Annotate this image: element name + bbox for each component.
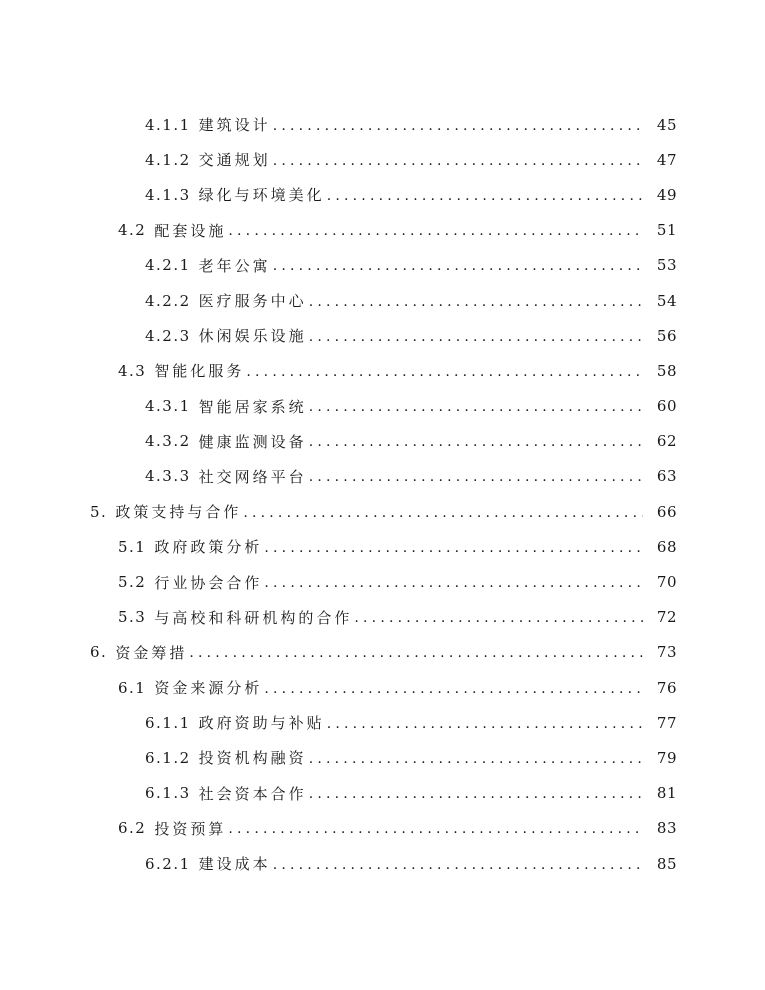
toc-entry[interactable] <box>0 846 765 881</box>
toc-entry-page: 66 <box>656 502 677 521</box>
toc-entry-number: 5. <box>90 502 108 521</box>
toc-entry-title: 投资机构融资 <box>198 749 307 768</box>
toc-entry-number: 6.2 <box>118 819 147 838</box>
toc-entry[interactable] <box>0 529 765 564</box>
toc-dot-leader <box>309 294 643 310</box>
toc-entry[interactable] <box>0 740 765 775</box>
toc-entry-title: 社交网络平台 <box>198 467 307 486</box>
toc-entry-title: 智能居家系统 <box>198 397 307 416</box>
toc-entry-number: 4.3 <box>118 361 147 380</box>
toc-entry[interactable] <box>0 142 765 177</box>
toc-entry[interactable] <box>0 670 765 705</box>
toc-entry-number: 4.2.3 <box>145 326 191 345</box>
toc-entry[interactable] <box>0 107 765 142</box>
toc-entry-page: 53 <box>656 256 677 275</box>
toc-entry-number: 5.2 <box>118 573 147 592</box>
toc-entry-title: 医疗服务中心 <box>198 292 307 311</box>
toc-dot-leader <box>246 364 643 380</box>
toc-entry-page: 54 <box>656 291 677 310</box>
toc-entry-title: 智能化服务 <box>154 362 245 381</box>
toc-entry-number: 4.3.3 <box>145 467 191 486</box>
toc-entry-number: 6.1.2 <box>145 748 191 767</box>
toc-dot-leader <box>309 786 643 802</box>
toc-entry-page: 76 <box>656 678 677 697</box>
toc-dot-leader <box>228 223 643 239</box>
toc-entry-title: 交通规划 <box>198 151 271 170</box>
toc-dot-leader <box>327 188 643 204</box>
toc-entry-number: 4.1.1 <box>145 115 191 134</box>
toc-entry-title: 政府资助与补贴 <box>198 714 325 733</box>
toc-entry-number: 6. <box>90 643 108 662</box>
toc-entry[interactable] <box>0 600 765 635</box>
toc-entry-title: 建筑设计 <box>198 116 271 135</box>
toc-entry-number: 6.1.3 <box>145 784 191 803</box>
toc-dot-leader <box>264 575 643 591</box>
toc-entry-page: 49 <box>656 185 677 204</box>
toc-entry[interactable] <box>0 424 765 459</box>
toc-entry-page: 85 <box>656 854 677 873</box>
toc-entry-number: 5.3 <box>118 608 147 627</box>
toc-dot-leader <box>309 434 643 450</box>
toc-entry[interactable] <box>0 213 765 248</box>
toc-entry-title: 建设成本 <box>198 855 271 874</box>
toc-entry-number: 4.2.1 <box>145 256 191 275</box>
toc-entry-number: 6.1.1 <box>145 713 191 732</box>
toc-dot-leader <box>309 751 643 767</box>
toc-entry-page: 47 <box>656 150 677 169</box>
toc-entry[interactable] <box>0 635 765 670</box>
toc-entry-number: 4.1.2 <box>145 150 191 169</box>
toc-entry-page: 73 <box>656 643 677 662</box>
toc-dot-leader <box>273 857 643 873</box>
toc-entry[interactable] <box>0 494 765 529</box>
toc-entry-title: 资金筹措 <box>115 643 188 662</box>
toc-entry-page: 83 <box>656 819 677 838</box>
toc-entry-page: 68 <box>656 537 677 556</box>
toc-entry-number: 4.2.2 <box>145 291 191 310</box>
toc-dot-leader <box>243 505 643 521</box>
toc-entry-title: 行业协会合作 <box>154 573 263 592</box>
toc-entry-page: 58 <box>656 361 677 380</box>
toc-entry-page: 51 <box>656 221 677 240</box>
toc-entry-title: 绿化与环境美化 <box>198 186 325 205</box>
toc-entry-number: 6.1 <box>118 678 147 697</box>
toc-entry-number: 4.3.1 <box>145 397 191 416</box>
toc-entry[interactable] <box>0 564 765 599</box>
toc-entry-number: 4.3.2 <box>145 432 191 451</box>
toc-entry-number: 5.1 <box>118 537 147 556</box>
toc-entry-page: 70 <box>656 573 677 592</box>
toc-entry-page: 77 <box>656 713 677 732</box>
toc-entry[interactable] <box>0 318 765 353</box>
toc-dot-leader <box>189 645 643 661</box>
toc-entry-number: 6.2.1 <box>145 854 191 873</box>
toc-dot-leader <box>273 258 643 274</box>
toc-dot-leader <box>309 329 643 345</box>
toc-entry-title: 与高校和科研机构的合作 <box>154 608 353 627</box>
toc-entry-page: 81 <box>656 784 677 803</box>
toc-entry-number: 4.1.3 <box>145 185 191 204</box>
toc-entry-title: 配套设施 <box>154 221 227 240</box>
table-of-contents <box>0 107 765 881</box>
toc-entry-page: 56 <box>656 326 677 345</box>
toc-entry-page: 72 <box>656 608 677 627</box>
toc-entry[interactable] <box>0 283 765 318</box>
toc-entry-title: 休闲娱乐设施 <box>198 327 307 346</box>
toc-dot-leader <box>264 540 643 556</box>
toc-entry[interactable] <box>0 248 765 283</box>
toc-entry-title: 健康监测设备 <box>198 432 307 451</box>
toc-dot-leader <box>273 153 643 169</box>
toc-dot-leader <box>327 716 643 732</box>
toc-entry[interactable] <box>0 705 765 740</box>
toc-entry[interactable] <box>0 177 765 212</box>
toc-entry-title: 投资预算 <box>154 819 227 838</box>
toc-entry[interactable] <box>0 776 765 811</box>
toc-entry-page: 62 <box>656 432 677 451</box>
toc-dot-leader <box>228 821 643 837</box>
toc-entry-page: 79 <box>656 748 677 767</box>
toc-entry-page: 45 <box>656 115 677 134</box>
toc-entry[interactable] <box>0 389 765 424</box>
toc-dot-leader <box>354 610 643 626</box>
toc-dot-leader <box>309 399 643 415</box>
toc-entry-title: 社会资本合作 <box>198 784 307 803</box>
toc-entry-title: 老年公寓 <box>198 256 271 275</box>
toc-entry-page: 60 <box>656 397 677 416</box>
toc-dot-leader <box>264 681 643 697</box>
toc-entry[interactable] <box>0 459 765 494</box>
toc-entry[interactable] <box>0 811 765 846</box>
toc-entry-title: 政策支持与合作 <box>115 503 242 522</box>
toc-dot-leader <box>309 469 643 485</box>
toc-entry-title: 政府政策分析 <box>154 538 263 557</box>
toc-entry[interactable] <box>0 353 765 388</box>
toc-entry-number: 4.2 <box>118 221 147 240</box>
toc-dot-leader <box>273 118 643 134</box>
toc-entry-page: 63 <box>656 467 677 486</box>
toc-entry-title: 资金来源分析 <box>154 679 263 698</box>
